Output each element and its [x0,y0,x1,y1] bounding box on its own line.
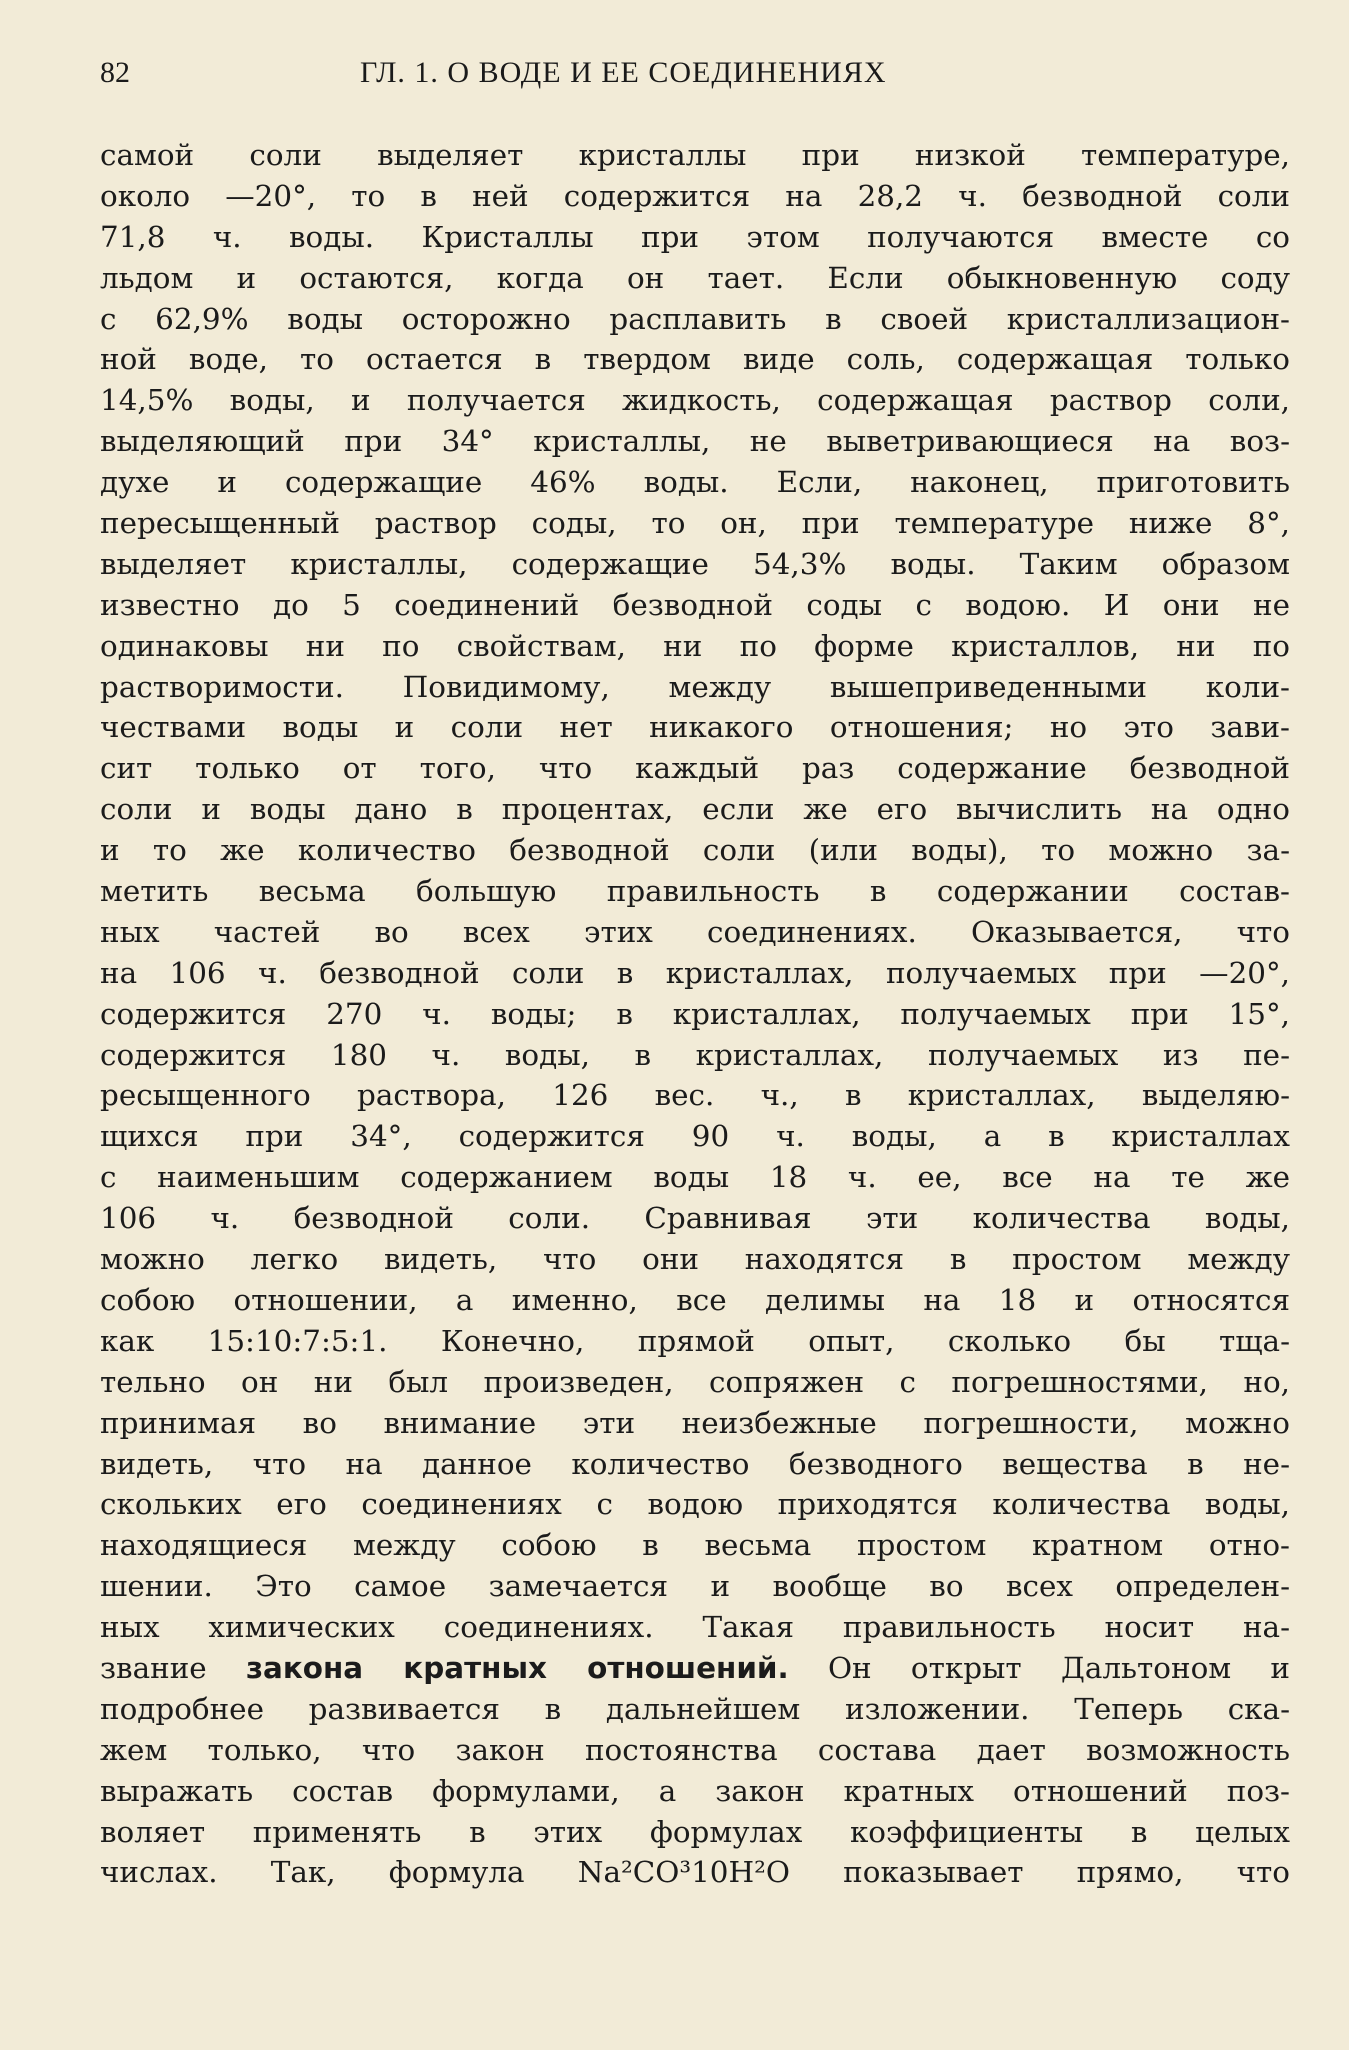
text-line: с наименьшим содержанием воды 18 ч. ее, все на те же [100,1160,1290,1195]
text-line: сит только от того, что каждый раз содержание безводной [100,751,1290,786]
text-line: 106 ч. безводной соли. Сравнивая эти количества воды, [100,1201,1290,1236]
text-line: ресыщенного раствора, 126 вес. ч., в кристаллах, выделяю- [100,1078,1290,1113]
text-line: с 62,9% воды осторожно расплавить в своей кристаллизацион- [100,301,1290,336]
text-line: скольких его соединениях с водою приходятся количества воды, [100,1487,1290,1522]
text-line: шении. Это самое замечается и вообще во всех определен- [100,1569,1290,1604]
text-line: чествами воды и соли нет никакого отношения; но это зави- [100,710,1290,745]
text-line: самой соли выделяет кристаллы при низкой температуре, [100,138,1290,172]
text-line: содержится 180 ч. воды, в кристаллах, получаемых из пе- [100,1037,1290,1072]
text-line: видеть, что на данное количество безводного вещества в не- [100,1446,1290,1481]
text-line: выделяющий при 34° кристаллы, не выветривающиеся на воз- [100,424,1290,459]
text-line: щихся при 34°, содержится 90 ч. воды, а в кристаллах [100,1119,1290,1154]
text-line: ной воде, то остается в твердом виде соль, содержащая только [100,342,1290,377]
text-line: жем только, что закон постоянства состава дает возможность [100,1732,1290,1767]
text-fragment: Он открыт Дальтоном и [788,1650,1290,1685]
text-line: можно легко видеть, что они находятся в простом между [100,1242,1290,1277]
text-line: одинаковы ни по свойствам, ни по форме кристаллов, ни по [100,628,1290,663]
text-line: выделяет кристаллы, содержащие 54,3% воды. Таким образом [100,546,1290,581]
text-line: льдом и остаются, когда он тает. Если обыкновенную соду [100,260,1290,295]
text-line: находящиеся между собою в весьма простом кратном отно- [100,1528,1290,1563]
text-line: ных химических соединениях. Такая правильность носит на- [100,1610,1290,1645]
running-header [100,52,1290,102]
text-line: пересыщенный раствор соды, то он, при температуре ниже 8°, [100,506,1290,541]
text-line: 14,5% воды, и получается жидкость, содержащая раствор соли, [100,383,1290,418]
text-line: на 106 ч. безводной соли в кристаллах, получаемых при —20°, [100,955,1290,990]
text-line: известно до 5 соединений безводной соды с водою. И они не [100,587,1290,622]
text-line: около —20°, то в ней содержится на 28,2 ч. безводной соли [100,178,1290,213]
text-line: числах. Так, формула Na²CO³10H²O показывает прямо, что [100,1855,1290,1890]
text-line: собою отношении, а именно, все делимы на 18 и относятся [100,1282,1290,1317]
body-text [100,135,1290,1893]
chapter-title: ГЛ. 1. О ВОДЕ И ЕЕ СОЕДИНЕНИЯХ [360,56,887,89]
text-line: воляет применять в этих формулах коэффициенты в целых [100,1814,1290,1849]
text-line: 71,8 ч. воды. Кристаллы при этом получаются вместе со [100,219,1290,254]
text-line: как 15:10:7:5:1. Конечно, прямой опыт, сколько бы тща- [100,1323,1290,1358]
text-line: растворимости. Повидимому, между вышеприведенными коли- [100,669,1290,704]
text-line: и то же количество безводной соли (или воды), то можно за- [100,833,1290,868]
page-number: 82 [100,56,130,89]
text-line: ных частей во всех этих соединениях. Оказывается, что [100,914,1290,949]
text-line: принимая во внимание эти неизбежные погрешности, можно [100,1405,1290,1440]
text-line: соли и воды дано в процентах, если же его вычислить на одно [100,792,1290,827]
text-fragment: звание [100,1650,246,1685]
text-line: метить весьма большую правильность в содержании состав- [100,874,1290,909]
text-line: тельно он ни был произведен, сопряжен с погрешностями, но, [100,1364,1290,1399]
text-line: содержится 270 ч. воды; в кристаллах, получаемых при 15°, [100,996,1290,1031]
bold-term-law-of-multiple-proportions: закона кратных отношений. [245,1650,789,1685]
text-line-with-bold-term [100,1648,1290,1689]
text-line: духе и содержащие 46% воды. Если, наконец, приготовить [100,465,1290,500]
text-line: подробнее развивается в дальнейшем изложении. Теперь ска- [100,1691,1290,1726]
text-line: выражать состав формулами, а закон кратных отношений поз- [100,1773,1290,1808]
